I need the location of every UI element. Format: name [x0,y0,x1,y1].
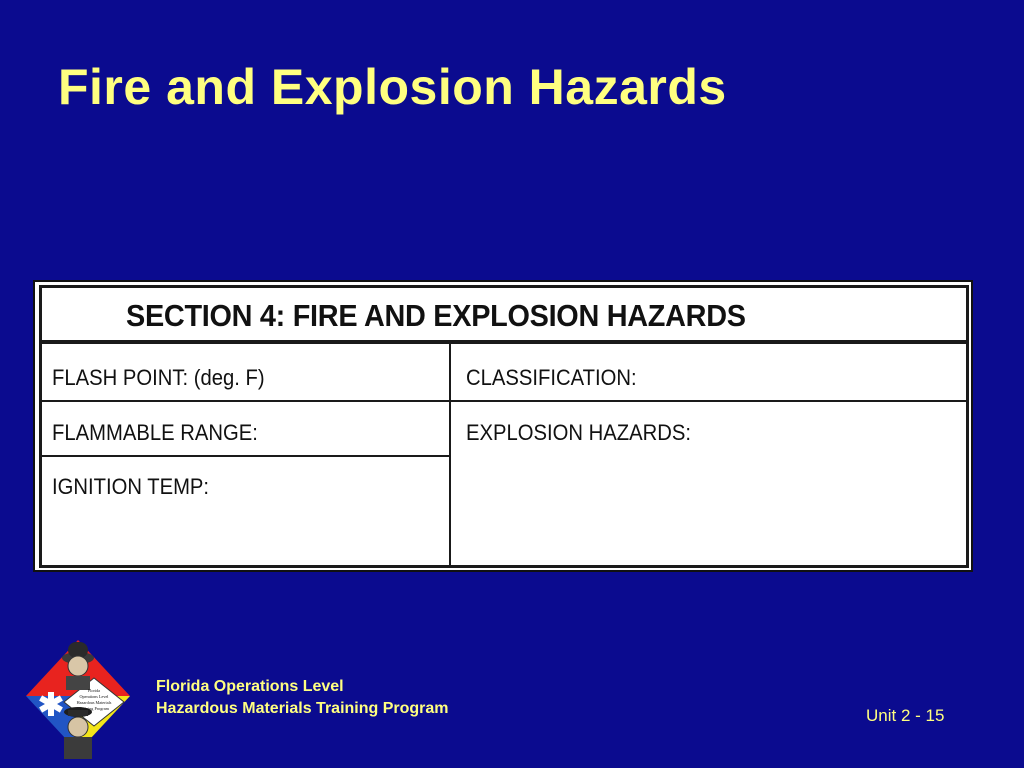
form-section-title: SECTION 4: FIRE AND EXPLOSION HAZARDS [126,298,746,333]
slide-title: Fire and Explosion Hazards [58,59,727,115]
flammable-range-label: FLAMMABLE RANGE: [52,420,258,445]
form-section-header [42,288,966,344]
msds-form-section [33,280,973,572]
ignition-temp-label: IGNITION TEMP: [52,474,210,499]
form-frame [39,285,969,568]
form-row-divider [42,455,451,457]
logo-text-line: Operations Level [79,694,109,699]
slide-number: Unit 2 - 15 [866,706,945,725]
explosion-hazards-label: EXPLOSION HAZARDS: [466,420,691,445]
logo-text-line: Hazardous Materials [76,700,112,705]
form-row-divider [449,400,966,402]
logo-text-line: Florida [87,688,101,693]
footer-org-line-1: Florida Operations Level [156,678,344,695]
classification-label: CLASSIFICATION: [466,365,637,390]
form-row-divider [42,400,451,402]
footer-org-line-2: Hazardous Materials Training Program [156,700,449,717]
flash-point-label: FLASH POINT: (deg. F) [52,365,265,390]
florida-hazmat-logo [18,632,138,768]
logo-text-line: Training Program [79,706,109,711]
footer-organization [156,676,449,720]
